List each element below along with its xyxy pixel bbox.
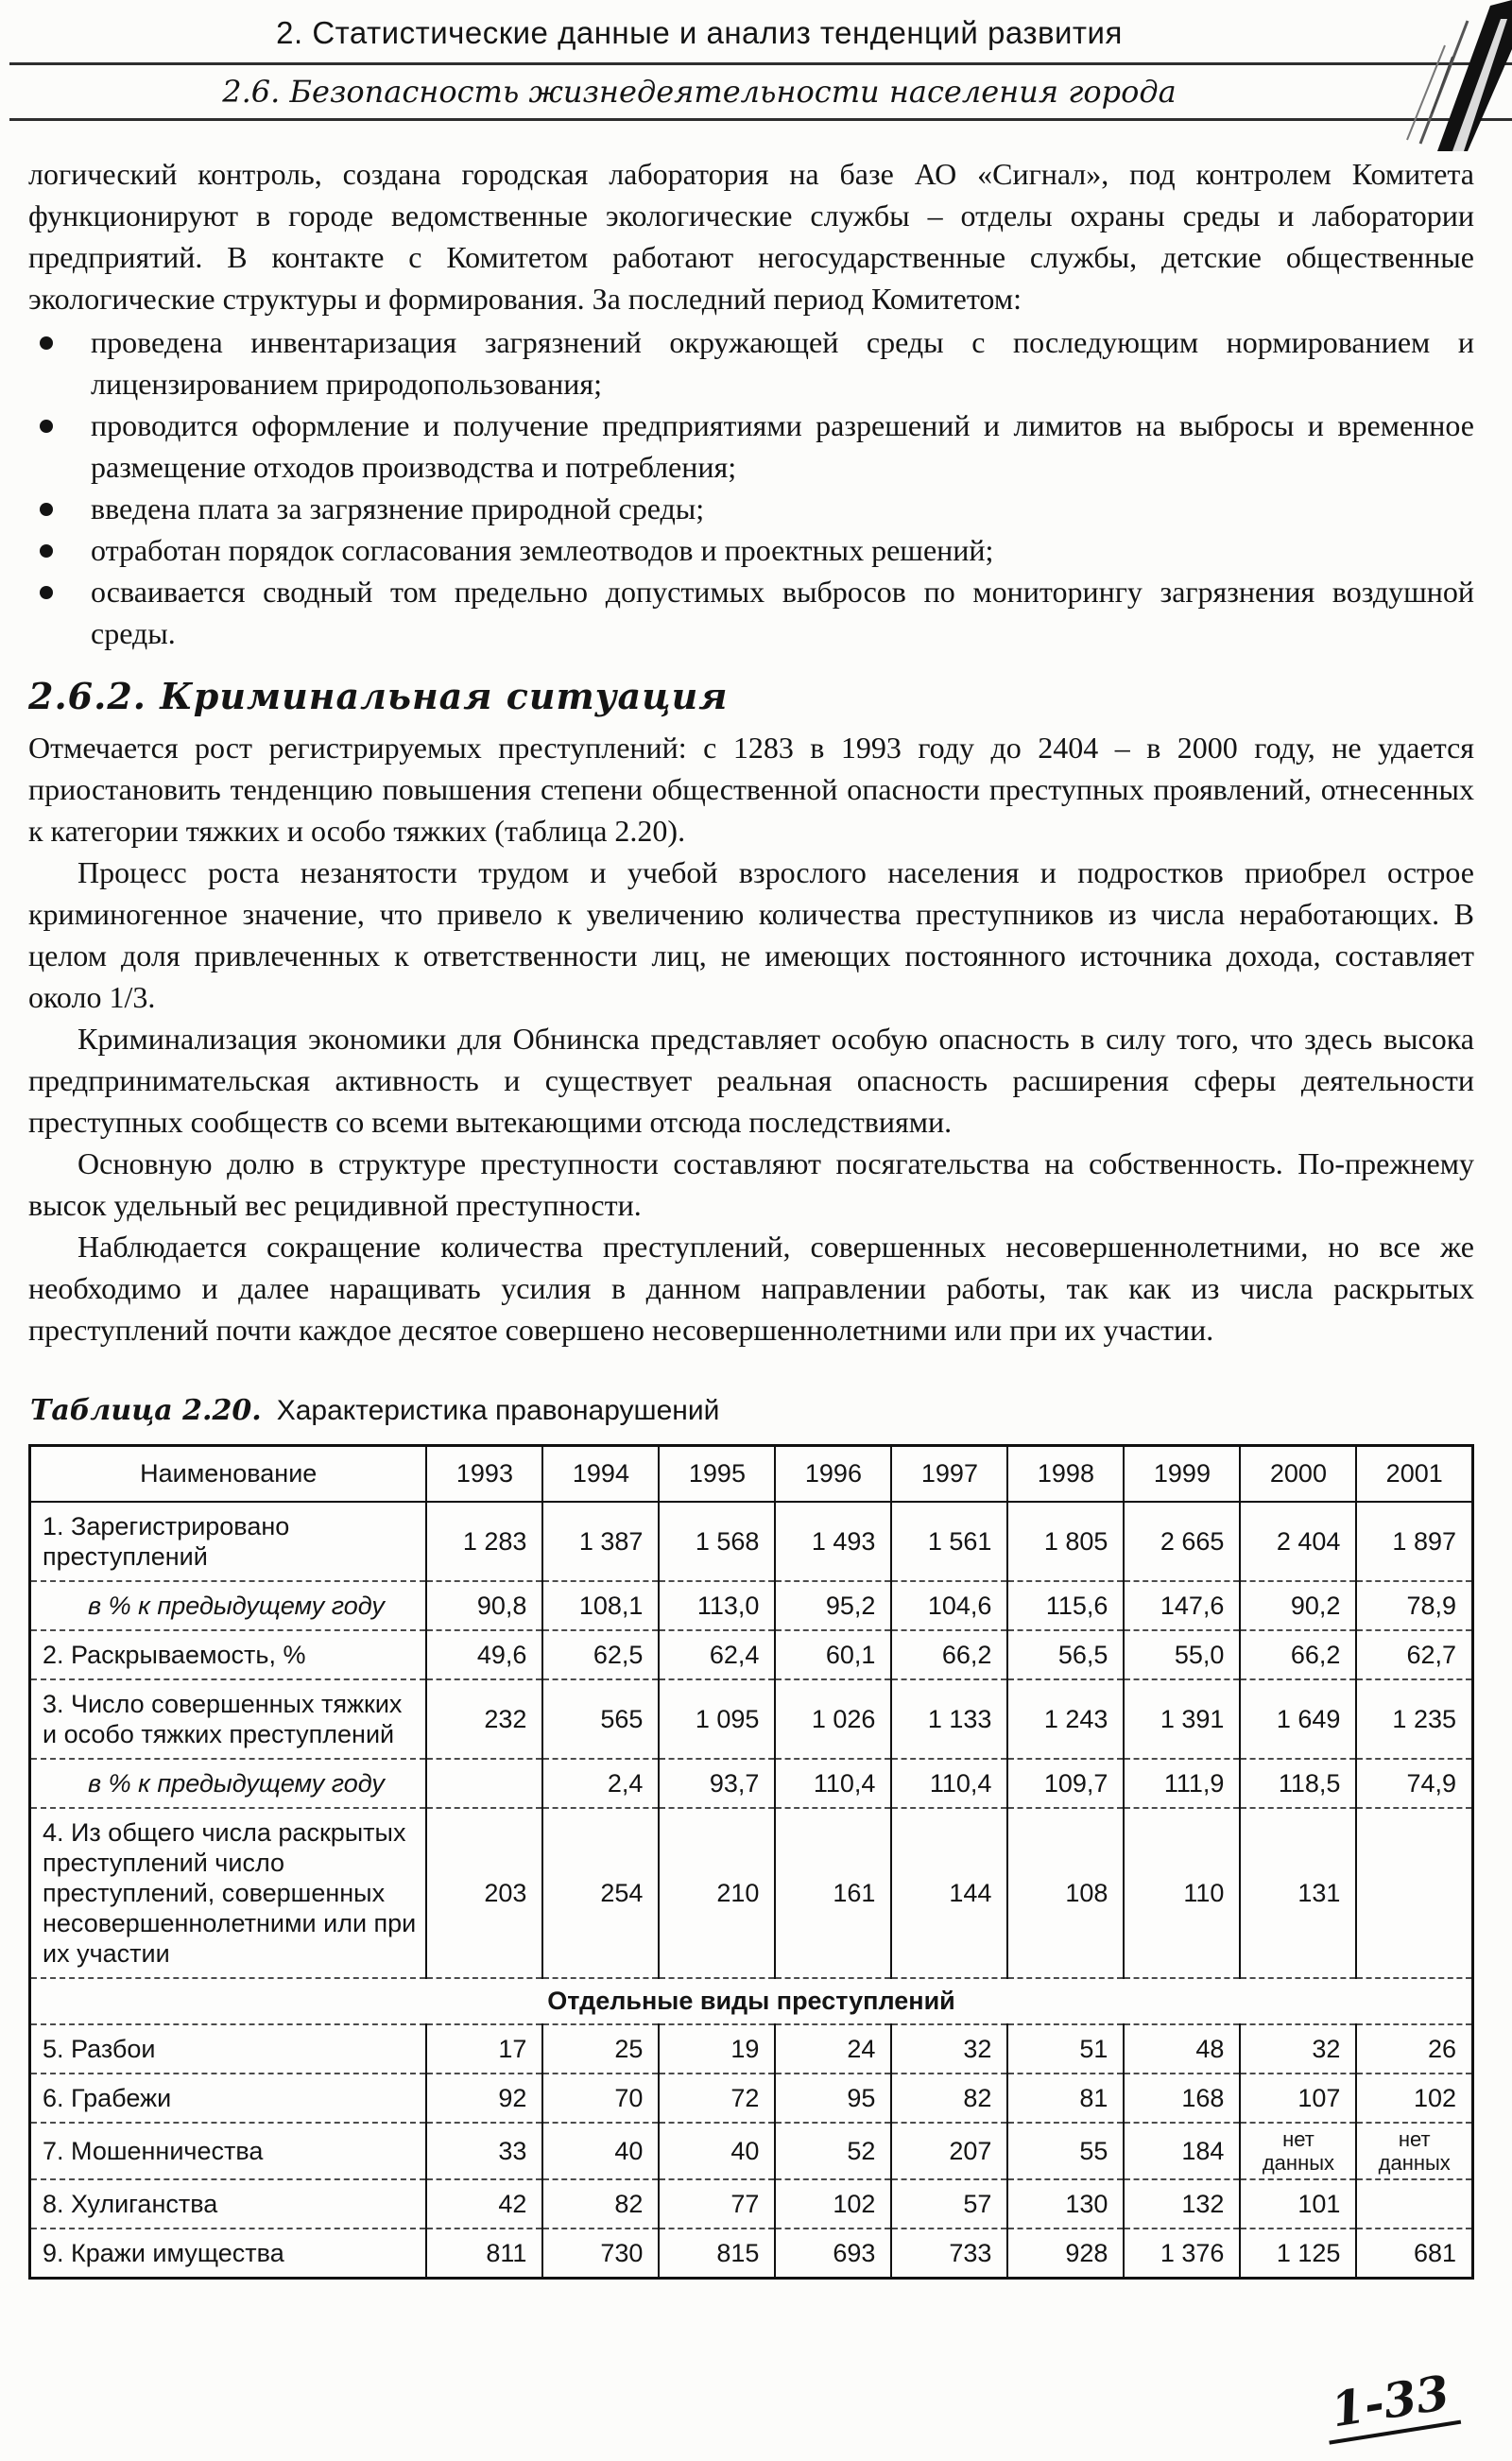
cell-value: 207: [891, 2123, 1007, 2179]
row-label: в % к предыдущему году: [30, 1581, 427, 1630]
cell-value: 72: [659, 2074, 775, 2123]
table-section-row: [30, 1978, 1473, 2024]
section-subtitle: 2.6. Безопасность жизнедеятельности населения города: [222, 74, 1177, 110]
cell-value: 60,1: [775, 1630, 891, 1679]
row-label: 7. Мошенничества: [30, 2123, 427, 2179]
cell-value: 168: [1124, 2074, 1240, 2123]
cell-value: 254: [542, 1808, 659, 1978]
cell-value: 693: [775, 2229, 891, 2279]
cell-value: 1 095: [659, 1679, 775, 1759]
cell-value: 1 283: [426, 1502, 542, 1581]
cell-value: 90,2: [1240, 1581, 1356, 1630]
cell-value: 1 568: [659, 1502, 775, 1581]
table-header-row: [30, 1446, 1473, 1503]
table-caption: [30, 1394, 1474, 1427]
cell-value: 1 391: [1124, 1679, 1240, 1759]
cell-value: 17: [426, 2024, 542, 2074]
row-label: 8. Хулиганства: [30, 2179, 427, 2229]
cell-value: 147,6: [1124, 1581, 1240, 1630]
cell-value: 2,4: [542, 1759, 659, 1808]
row-label: 5. Разбои: [30, 2024, 427, 2074]
cell-value: 51: [1007, 2024, 1124, 2074]
crime-statistics-table: [28, 1444, 1474, 2280]
cell-value: 102: [775, 2179, 891, 2229]
cell-value: нет данных: [1240, 2123, 1356, 2179]
cell-value: 110: [1124, 1808, 1240, 1978]
cell-value: 24: [775, 2024, 891, 2074]
cell-value: 733: [891, 2229, 1007, 2279]
cell-value: 1 387: [542, 1502, 659, 1581]
cell-value: 82: [891, 2074, 1007, 2123]
page-body: [0, 121, 1512, 2280]
cell-value: 40: [542, 2123, 659, 2179]
cell-value: 815: [659, 2229, 775, 2279]
cell-value: 111,9: [1124, 1759, 1240, 1808]
cell-value: 95,2: [775, 1581, 891, 1630]
paragraph: Отмечается рост регистрируемых преступлений: с 1283 в 1993 году до 2404 – в 2000 году, не удается приостановить тенденцию повышения степени общественной опасности преступных проявлений, отнесенных к категории тяжких и особо тяжких (таблица 2.20).: [28, 731, 1474, 848]
cell-value: 811: [426, 2229, 542, 2279]
table-row: [30, 1630, 1473, 1679]
bullet-item: осваивается сводный том предельно допустимых выбросов по мониторингу загрязнения воздушной среды.: [28, 571, 1474, 654]
intro-paragraph: логический контроль, создана городская лаборатория на базе АО «Сигнал», под контролем Комитета функционируют в городе ведомственные экологические службы – отделы охраны среды и лаборатории предприятий. В контакте с Комитетом работают негосударственные службы, детские общественные экологические структуры и формирования. За последний период Комитетом:: [28, 157, 1474, 316]
cell-value: 109,7: [1007, 1759, 1124, 1808]
cell-value: 49,6: [426, 1630, 542, 1679]
cell-value: 107: [1240, 2074, 1356, 2123]
cell-value: 82: [542, 2179, 659, 2229]
table-row: [30, 2229, 1473, 2279]
row-label: 1. Зарегистрировано преступлений: [43, 1512, 290, 1571]
column-header-year: 1996: [775, 1446, 891, 1503]
cell-value: 92: [426, 2074, 542, 2123]
cell-value: 55: [1007, 2123, 1124, 2179]
table-section-label: Отдельные виды преступлений: [30, 1978, 1473, 2024]
cell-value: 81: [1007, 2074, 1124, 2123]
paragraph: Криминализация экономики для Обнинска представляет особую опасность в силу того, что здесь высока предпринимательская активность и существует реальная опасность расширения сферы деятельности преступных сообществ со всеми вытекающими отсюда последствиями.: [28, 1022, 1474, 1139]
cell-value: 210: [659, 1808, 775, 1978]
cell-value: 74,9: [1356, 1759, 1472, 1808]
table-row: [30, 1502, 1473, 1581]
column-header-year: 1998: [1007, 1446, 1124, 1503]
cell-value: 2 665: [1124, 1502, 1240, 1581]
cell-value: 33: [426, 2123, 542, 2179]
cell-value: 110,4: [775, 1759, 891, 1808]
bullet-item: введена плата за загрязнение природной среды;: [28, 488, 1474, 529]
row-label: 2. Раскрываемость, %: [30, 1630, 427, 1679]
cell-value: 184: [1124, 2123, 1240, 2179]
table-row: [30, 1581, 1473, 1630]
bullet-item: проведена инвентаризация загрязнений окружающей среды с последующим нормированием и лицензированием природопользования;: [28, 321, 1474, 404]
bullet-item: проводится оформление и получение предприятиями разрешений и лимитов на выбросы и временное размещение отходов производства и потребления;: [28, 404, 1474, 488]
row-label: 3. Число совершенных тяжких и особо тяжких преступлений: [30, 1679, 427, 1759]
page-header: [0, 0, 1512, 121]
cell-value: 131: [1240, 1808, 1356, 1978]
cell-value: 1 376: [1124, 2229, 1240, 2279]
chapter-title: 2. Статистические данные и анализ тенденций развития: [276, 15, 1123, 50]
corner-brush-ornament: [1347, 0, 1512, 151]
cell-value: [1356, 2179, 1472, 2229]
column-header-year: 1997: [891, 1446, 1007, 1503]
cell-value: 48: [1124, 2024, 1240, 2074]
row-label: 4. Из общего числа раскрытых преступлений число преступлений, совершенных несовершеннолетними или при их участии: [30, 1808, 427, 1978]
column-header-year: 1999: [1124, 1446, 1240, 1503]
subsection-heading: 2.6.2. Криминальная ситуация: [28, 675, 729, 717]
table-row: [30, 1679, 1473, 1759]
cell-value: 115,6: [1007, 1581, 1124, 1630]
column-header-year: 2000: [1240, 1446, 1356, 1503]
cell-value: 32: [1240, 2024, 1356, 2074]
cell-value: 1 561: [891, 1502, 1007, 1581]
cell-value: нет данных: [1356, 2123, 1472, 2179]
bullet-item: отработан порядок согласования землеотводов и проектных решений;: [28, 529, 1474, 571]
bullet-list: [28, 321, 1474, 654]
cell-value: 104,6: [891, 1581, 1007, 1630]
paragraph: Основную долю в структуре преступности составляют посягательства на собственность. По-прежнему высок удельный вес рецидивной преступности.: [28, 1146, 1474, 1222]
cell-value: 1 235: [1356, 1679, 1472, 1759]
header-rule-top: [9, 62, 1512, 65]
section-paragraphs: [28, 727, 1474, 1351]
cell-value: 1 026: [775, 1679, 891, 1759]
cell-value: 77: [659, 2179, 775, 2229]
page-number: 1-33: [1320, 2363, 1462, 2444]
cell-value: 203: [426, 1808, 542, 1978]
column-header-year: 2001: [1356, 1446, 1472, 1503]
table-row: [30, 1759, 1473, 1808]
cell-value: 78,9: [1356, 1581, 1472, 1630]
table-row: [30, 2074, 1473, 2123]
cell-value: 132: [1124, 2179, 1240, 2229]
cell-value: 108: [1007, 1808, 1124, 1978]
cell-value: 144: [891, 1808, 1007, 1978]
cell-value: [1356, 1808, 1472, 1978]
cell-value: 19: [659, 2024, 775, 2074]
table-caption-label: Таблица 2.20.: [30, 1394, 262, 1427]
cell-value: 93,7: [659, 1759, 775, 1808]
cell-value: 130: [1007, 2179, 1124, 2229]
cell-value: 1 897: [1356, 1502, 1472, 1581]
cell-value: 62,4: [659, 1630, 775, 1679]
cell-value: 730: [542, 2229, 659, 2279]
cell-value: 42: [426, 2179, 542, 2229]
table-row: [30, 2024, 1473, 2074]
cell-value: 66,2: [891, 1630, 1007, 1679]
table-row: [30, 1808, 1473, 1978]
cell-value: 110,4: [891, 1759, 1007, 1808]
cell-value: 62,7: [1356, 1630, 1472, 1679]
row-label: 6. Грабежи: [30, 2074, 427, 2123]
cell-value: 70: [542, 2074, 659, 2123]
column-header-year: 1994: [542, 1446, 659, 1503]
cell-value: 102: [1356, 2074, 1472, 2123]
cell-value: 2 404: [1240, 1502, 1356, 1581]
cell-value: 113,0: [659, 1581, 775, 1630]
row-label: 9. Кражи имущества: [30, 2229, 427, 2279]
cell-value: 25: [542, 2024, 659, 2074]
paragraph: Наблюдается сокращение количества преступлений, совершенных несовершеннолетними, но все же необходимо и далее наращивать усилия в данном направлении работы, так как из числа раскрытых преступлений почти каждое десятое совершено несовершеннолетними или при их участии.: [28, 1230, 1474, 1347]
cell-value: 108,1: [542, 1581, 659, 1630]
cell-value: 1 243: [1007, 1679, 1124, 1759]
cell-value: 1 125: [1240, 2229, 1356, 2279]
cell-value: 1 133: [891, 1679, 1007, 1759]
table-row: [30, 2123, 1473, 2179]
header-rule-bottom: [9, 118, 1512, 121]
table-caption-text: Характеристика правонарушений: [276, 1395, 720, 1426]
cell-value: 55,0: [1124, 1630, 1240, 1679]
cell-value: 66,2: [1240, 1630, 1356, 1679]
cell-value: 118,5: [1240, 1759, 1356, 1808]
cell-value: 90,8: [426, 1581, 542, 1630]
cell-value: 32: [891, 2024, 1007, 2074]
cell-value: 56,5: [1007, 1630, 1124, 1679]
cell-value: 928: [1007, 2229, 1124, 2279]
paragraph: Процесс роста незанятости трудом и учебой взрослого населения и подростков приобрел острое криминогенное значение, что привело к увеличению количества преступников из числа неработающих. В целом доля привлеченных к ответственности лиц, не имеющих постоянного источника дохода, составляет около 1/3.: [28, 855, 1474, 1014]
cell-value: 40: [659, 2123, 775, 2179]
table-row: [30, 2179, 1473, 2229]
cell-value: 26: [1356, 2024, 1472, 2074]
cell-value: 95: [775, 2074, 891, 2123]
column-header-name: Наименование: [30, 1446, 427, 1503]
cell-value: 101: [1240, 2179, 1356, 2229]
cell-value: 62,5: [542, 1630, 659, 1679]
cell-value: 681: [1356, 2229, 1472, 2279]
cell-value: 565: [542, 1679, 659, 1759]
row-label: в % к предыдущему году: [30, 1759, 427, 1808]
cell-value: 52: [775, 2123, 891, 2179]
column-header-year: 1995: [659, 1446, 775, 1503]
cell-value: [426, 1759, 542, 1808]
cell-value: 57: [891, 2179, 1007, 2229]
cell-value: 161: [775, 1808, 891, 1978]
cell-value: 232: [426, 1679, 542, 1759]
column-header-year: 1993: [426, 1446, 542, 1503]
cell-value: 1 805: [1007, 1502, 1124, 1581]
cell-value: 1 649: [1240, 1679, 1356, 1759]
cell-value: 1 493: [775, 1502, 891, 1581]
